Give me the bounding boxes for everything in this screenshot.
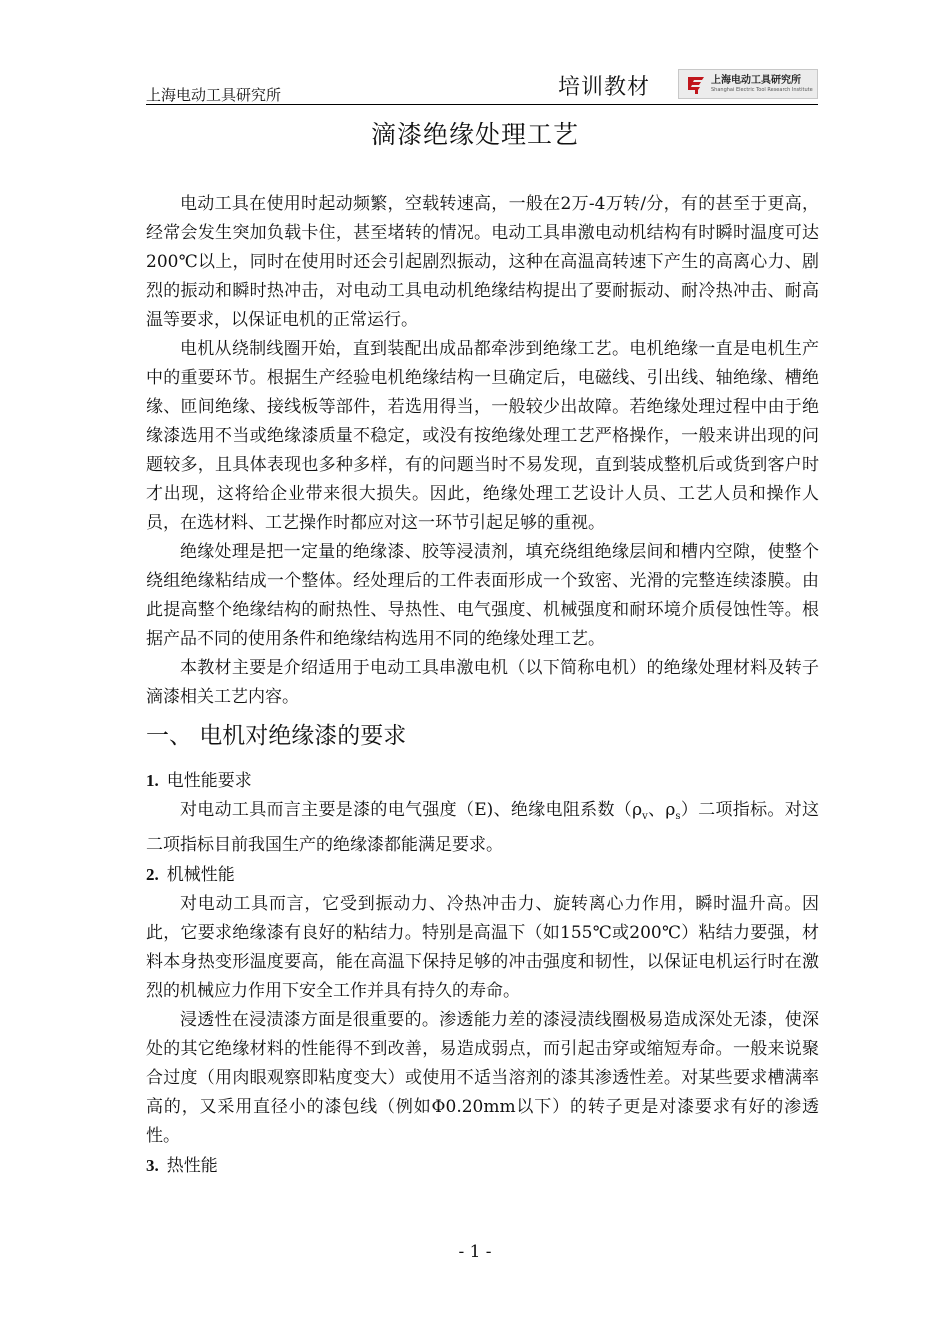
subsection-1-paragraph [146, 796, 819, 860]
subsection-2-title: 机械性能 [166, 865, 235, 885]
subsection-3-heading [146, 1151, 819, 1181]
subsection-1-number: 1. [146, 771, 159, 790]
subsection-2-paragraph-1: 对电动工具而言，它受到振动力、冷热冲击力、旋转离心力作用，瞬时温升高。因此，它要求绝缘漆有良好的粘结力。特别是高温下（如155℃或200℃）粘结力要强，材料本身热变形温度要高，能在高温下保持足够的冲击强度和韧性，以保证电机运行时在激烈的机械应力作用下安全工作并具有持久的寿命。 [146, 894, 819, 1001]
intro-paragraph-1: 电动工具在使用时起动频繁，空载转速高，一般在2万-4万转/分，有的甚至于更高，经常会发生突加负载卡住，甚至堵转的情况。电动工具串激电动机结构有时瞬时温度可达200℃以上，同时在使用时还会引起剧烈振动，这种在高温高转速下产生的高离心力、剧烈的振动和瞬时热冲击，对电动工具电动机绝缘结构提出了要耐振动、耐冷热冲击、耐高温等要求，以保证电机的正常运行。 [146, 194, 819, 330]
header-doc-type: 培训教材 [558, 75, 651, 100]
intro-paragraph-3: 绝缘处理是把一定量的绝缘漆、胶等浸渍剂，填充绕组绝缘层间和槽内空隙，使整个绕组绝缘粘结成一个整体。经处理后的工件表面形成一个致密、光滑的完整连续漆膜。由此提高整个绝缘结构的耐热性、导热性、电气强度、机械强度和耐环境介质侵蚀性等。根据产品不同的使用条件和绝缘结构选用不同的绝缘处理工艺。 [146, 542, 819, 649]
subsection-2-number: 2. [146, 865, 159, 884]
subsection-1-text-b: ）二项指标。对这二项指标目前我国生产的绝缘漆都能满足要求。 [146, 800, 820, 855]
subsection-1-text-a: 对电动工具而言主要是漆的电气强度（E)、绝缘电阻系数（ [180, 800, 633, 820]
logo-english-name: Shanghai Electric Tool Research Institute [711, 86, 813, 93]
section-1-heading: 一、 电机对绝缘漆的要求 [146, 723, 407, 749]
intro-paragraph-2: 电机从绕制线圈开始，直到装配出成品都牵涉到绝缘工艺。电机绝缘一直是电机生产中的重要环节。根据生产经验电机绝缘结构一旦确定后，电磁线、引出线、轴绝缘、槽绝缘、匝间绝缘、接线板等部件，若选用得当，一般较少出故障。若绝缘处理过程中由于绝缘漆选用不当或绝缘漆质量不稳定，或没有按绝缘处理工艺严格操作，一般来讲出现的问题较多，且具体表现也多种多样，有的问题当时不易发现，直到装成整机后或货到客户时才出现，这将给企业带来很大损失。因此，绝缘处理工艺设计人员、工艺人员和操作人员，在选材料、工艺操作时都应对这一环节引起足够的重视。 [146, 339, 819, 533]
rho-v-symbol: $\rho_v$ [632, 800, 648, 822]
separator: 、 [647, 800, 666, 820]
document-title: 滴漆绝缘处理工艺 [370, 120, 579, 149]
page-number: - 1 - [458, 1242, 492, 1262]
subsection-3-title: 热性能 [166, 1156, 218, 1176]
logo-chinese-name: 上海电动工具研究所 [711, 74, 801, 86]
intro-paragraph-4: 本教材主要是介绍适用于电动工具串激电机（以下简称电机）的绝缘处理材料及转子滴漆相关工艺内容。 [146, 658, 819, 707]
header-organization: 上海电动工具研究所 [146, 86, 282, 104]
subsection-1-heading [146, 766, 819, 796]
institute-logo [678, 69, 818, 99]
institute-logo-icon [685, 73, 707, 95]
subsection-2-paragraph-2: 浸透性在浸渍漆方面是很重要的。渗透能力差的漆浸渍线圈极易造成深处无漆，使深处的其它绝缘材料的性能得不到改善，易造成弱点，而引起击穿或缩短寿命。一般来说聚合过度（用肉眼观察即粘度变大）或使用不适当溶剂的漆其渗透性差。对某些要求槽满率高的，又采用直径小的漆包线（例如Φ0.20mm以下）的转子更是对漆要求有好的渗透性。 [146, 1010, 819, 1146]
subsection-2-heading [146, 860, 819, 890]
subsection-3-number: 3. [146, 1156, 159, 1175]
document-body [146, 190, 819, 1181]
header-rule [146, 104, 818, 105]
rho-s-symbol: $\rho_s$ [665, 800, 681, 822]
subsection-1-title: 电性能要求 [166, 771, 252, 791]
